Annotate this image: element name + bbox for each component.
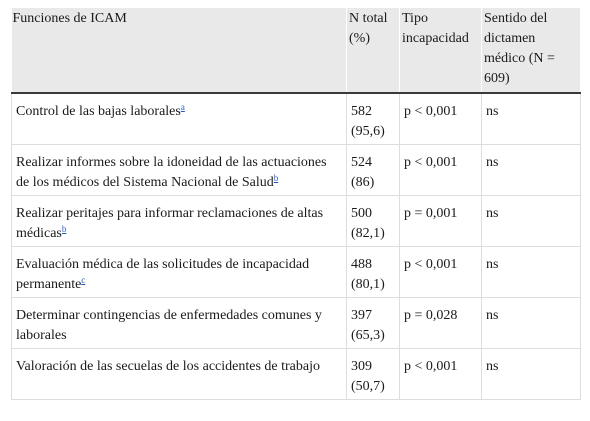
n-value: 488 xyxy=(351,257,372,272)
cell-sentido-dictamen: ns xyxy=(482,196,581,247)
header-sentido-dictamen: Sentido del dictamen médico (N = 609) xyxy=(482,8,581,93)
cell-funcion xyxy=(12,145,347,196)
cell-n-total xyxy=(347,247,400,298)
n-value: 309 xyxy=(351,359,372,374)
cell-sentido-dictamen: ns xyxy=(482,93,581,145)
cell-funcion xyxy=(12,349,347,400)
cell-tipo-incapacidad: p = 0,028 xyxy=(400,298,482,349)
pct-value: (95,6) xyxy=(351,124,385,139)
n-value: 500 xyxy=(351,206,372,221)
cell-tipo-incapacidad: p < 0,001 xyxy=(400,349,482,400)
footnote-link-c[interactable]: c xyxy=(81,275,86,285)
cell-tipo-incapacidad: p < 0,001 xyxy=(400,93,482,145)
pct-value: (65,3) xyxy=(351,328,385,343)
pct-value: (82,1) xyxy=(351,226,385,241)
pct-value: (86) xyxy=(351,175,375,190)
n-value: 524 xyxy=(351,155,372,170)
footnote-link-b[interactable]: b xyxy=(273,173,279,183)
table-row xyxy=(12,93,581,145)
cell-n-total xyxy=(347,196,400,247)
pct-value: (50,7) xyxy=(351,379,385,394)
table-header-row xyxy=(12,8,581,93)
table-row xyxy=(12,298,581,349)
funcion-text: Valoración de las secuelas de los accidentes de trabajo xyxy=(16,359,320,374)
cell-funcion xyxy=(12,247,347,298)
cell-funcion xyxy=(12,196,347,247)
n-value: 397 xyxy=(351,308,372,323)
funcion-text: Realizar informes sobre la idoneidad de las actuaciones de los médicos del Sistema Nacional de Salud xyxy=(16,155,327,190)
icam-functions-table xyxy=(11,8,581,400)
table-row xyxy=(12,145,581,196)
table-row xyxy=(12,349,581,400)
table-row xyxy=(12,196,581,247)
header-tipo-incapacidad: Tipo incapacidad xyxy=(400,8,482,93)
header-funciones: Funciones de ICAM xyxy=(12,8,347,93)
funcion-text: Evaluación médica de las solicitudes de incapacidad permanente xyxy=(16,257,310,292)
cell-n-total xyxy=(347,93,400,145)
cell-n-total xyxy=(347,145,400,196)
cell-sentido-dictamen: ns xyxy=(482,145,581,196)
pct-value: (80,1) xyxy=(351,277,385,292)
cell-tipo-incapacidad: p < 0,001 xyxy=(400,247,482,298)
cell-funcion xyxy=(12,298,347,349)
header-n-total: N total (%) xyxy=(347,8,400,93)
cell-sentido-dictamen: ns xyxy=(482,349,581,400)
footnote-link-a[interactable]: a xyxy=(180,102,185,112)
cell-funcion xyxy=(12,93,347,145)
cell-tipo-incapacidad: p < 0,001 xyxy=(400,145,482,196)
n-value: 582 xyxy=(351,104,372,119)
cell-n-total xyxy=(347,349,400,400)
table-row xyxy=(12,247,581,298)
cell-sentido-dictamen: ns xyxy=(482,247,581,298)
cell-n-total xyxy=(347,298,400,349)
cell-tipo-incapacidad: p = 0,001 xyxy=(400,196,482,247)
funcion-text: Realizar peritajes para informar reclamaciones de altas médicas xyxy=(16,206,324,241)
funcion-text: Determinar contingencias de enfermedades comunes y laborales xyxy=(16,308,322,343)
footnote-link-b[interactable]: b xyxy=(61,224,67,234)
funcion-text: Control de las bajas laborales xyxy=(16,104,181,119)
cell-sentido-dictamen: ns xyxy=(482,298,581,349)
